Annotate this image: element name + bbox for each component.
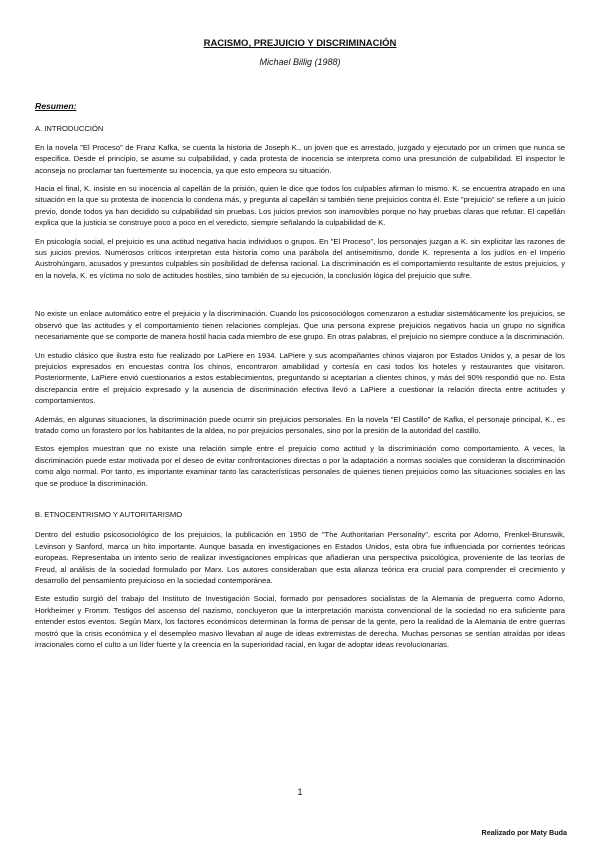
paragraph: Un estudio clásico que ilustra esto fue realizado por LaPiere en 1934. LaPiere y sus acompañantes chinos viajaron por Estados Unidos y, a pesar de los prejuicios expresados en encuestas contra los chinos, encontraron amabilidad y cortesía en casi todos los hoteles y restaurantes que visitaron. Posteriormente, LaPiere envió cuestionarios a estos establecimientos, preguntando si aceptarían a clientes chinos, y más del 90% respondió que no. Esta discrepancia entre el prejuicio expresado y la ausencia de discriminación efectiva llevó a LaPiere a cuestionar la relación directa entre actitudes y comportamientos. (35, 350, 565, 406)
paragraph: Dentro del estudio psicosociológico de los prejuicios, la publicación en 1950 de "The Authoritarian Personality", escrita por Adorno, Frenkel-Brunswik, Levinson y Sanford, marca un hito importante. Aunque basada en investigaciones en Estados Unidos, esta obra fue influenciada por corrientes teóricas europeas. Representaba un intento serio de realizar investigaciones empíricas que añadieran una perspectiva psicológica, proveniente de las teorías de Freud, al análisis de la sociedad formulado por Marx. Los autores consideraban que esta alianza teórica era crucial para comprender el crecimiento y desarrollo del pensamiento prejuicioso en la sociedad contemporánea. (35, 530, 565, 585)
document-author: Michael Billig (1988) (259, 57, 341, 67)
resumen-label: Resumen: (35, 101, 77, 111)
paragraph: Este estudio surgió del trabajo del Instituto de Investigación Social, formado por pensadores socialistas de la Alemania de preguerra como Adorno, Horkheimer y Fromm. Testigos del ascenso del nazismo, concluyeron que la interpretación marxista convencional de la sociedad no era suficiente para entender estos eventos. Según Marx, los factores económicos determinan la forma de pensar de la gente, pero la realidad de la Alemania de entre guerras mostró que la crisis económica y el desempleo masivo llevaban al auge de ideas extremistas de derecha. Muchas personas se sentían atraídas por ideas irracionales como el culto a un líder fuerte y la creencia en la superioridad racial, en lugar de adoptar ideas revolucionarias. (35, 594, 565, 650)
document-body (35, 101, 565, 657)
document-title: RACISMO, PREJUICIO Y DISCRIMINACIÓN (203, 38, 397, 49)
paragraph: En la novela "El Proceso" de Franz Kafka, se cuenta la historia de Joseph K., un joven que es arrestado, juzgado y ejecutado por un crimen que nunca se especifica. Desde el principio, se asume su culpabilidad, y cada protesta de inocencia se interpreta como una presunción de culpabilidad. El inspector le aconseja no proclamar tan fuertemente su inocencia, ya que esto empeora su situación. (35, 142, 565, 175)
footer-credit: Realizado por Maty Buda (481, 828, 567, 837)
paragraph: Estos ejemplos muestran que no existe una relación simple entre el prejuicio como actitud y la discriminación como comportamiento. A veces, la discriminación puede estar motivada por el deseo de evitar confrontaciones directas o por la adaptación a normas sociales que consideran la discriminación como algo normal. Por tanto, es importante examinar tanto las características personales de quienes tienen prejuicios como las situaciones sociales en las que se produce la discriminación. (35, 444, 565, 488)
section-heading-b: B. ETNOCENTRISMO Y AUTORITARISMO (35, 509, 183, 519)
spacer (35, 288, 565, 308)
paragraph: No existe un enlace automático entre el prejuicio y la discriminación. Cuando los psicosociólogos comenzaron a estudiar sistemáticamente los prejuicios, se observó que las actitudes y el comportamiento tienen relaciones complejas. Que una persona exprese prejuicios negativos hacia un grupo no significa necesariamente que se comporte de manera hostil hacia cada miembro de ese grupo. En otras palabras, el prejuicio no siempre conduce a la discriminación. (35, 309, 565, 342)
spacer (35, 496, 565, 509)
paragraph: Además, en algunas situaciones, la discriminación puede ocurrir sin prejuicios personales. En la novela "El Castillo" de Kafka, el personaje principal, K., es tratado como un forastero por los habitantes de la aldea, no por prejuicios personales, sino por la presión de la autoridad del castillo. (35, 414, 565, 435)
page-number: 1 (297, 787, 303, 797)
section-heading-a: A. INTRODUCCIÓN (35, 124, 104, 134)
paragraph: En psicología social, el prejuicio es una actitud negativa hacia individuos o grupos. En "El Proceso", los personajes juzgan a K. sin explicitar las razones de sus juicios previos. Numerosos críticos interpretan esta historia como una parábola del antisemitismo, donde K. representa a los judíos en el Imperio Austrohúngaro, acusados y presuntos culpables sin posibilidad de defensa racional. La discriminación es el comportamiento resultante de estos prejuicios, y en la novela, K. es víctima no solo de actitudes hostiles, sino también de su ejecución, la conclusión lógica del prejuicio que sufre. (35, 236, 565, 280)
paragraph: Hacia el final, K. insiste en su inocencia al capellán de la prisión, quien le dice que todos los culpables afirman lo mismo. K. se encuentra atrapado en una situación en la que su protesta de inocencia lo condena más, y pregunta al capellán si también tiene prejuicios contra él. Este "prejuicio" se refiere a un juicio previo, donde todos ya han decidido su culpabilidad sin pruebas. Los juicios previos son inamovibles porque no hay pruebas claras que refutar. El capellán explica que la justicia se construye poco a poco en el veredicto, siempre señalando la culpabilidad de K. (35, 184, 565, 228)
